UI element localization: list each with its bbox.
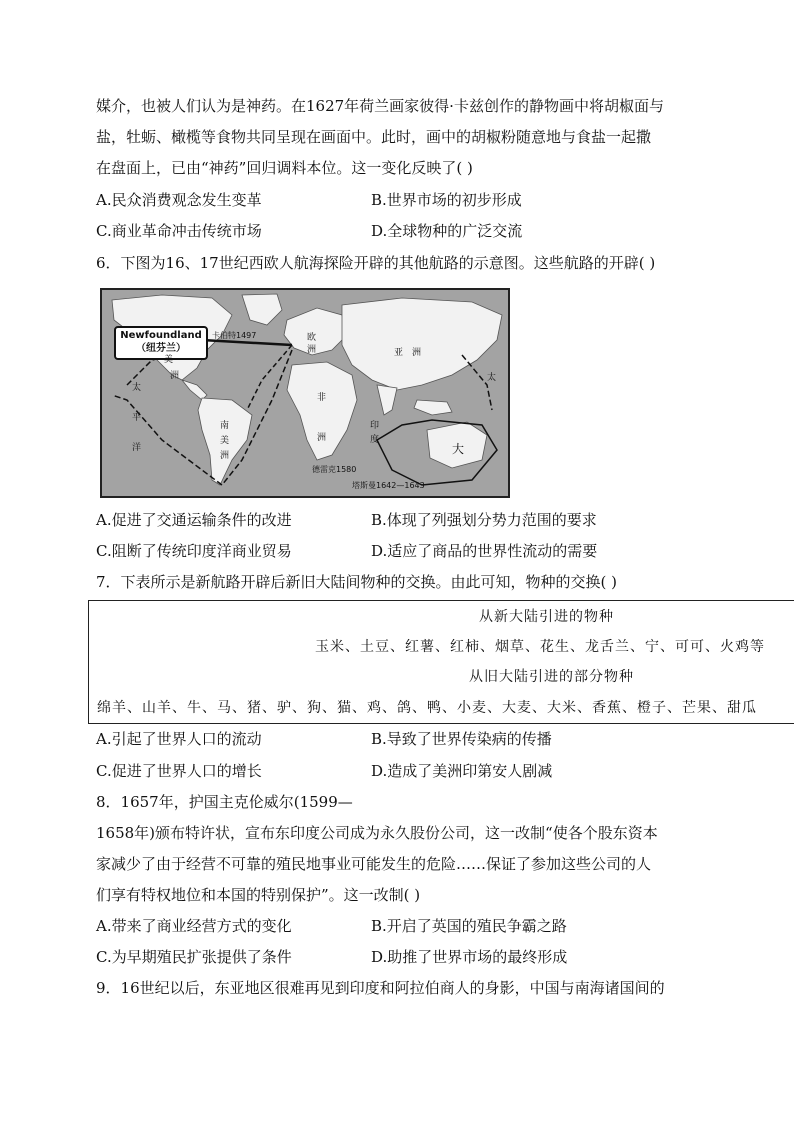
table-header-new-world: 从新大陆引进的物种 [479,609,614,625]
q8-text-line-4: 们享有特权地位和本国的特别保护”。这一改制( ) [96,886,421,904]
label-route-1497: 卡伯特1497 [212,331,257,340]
q5-option-a[interactable]: A.民众消费观念发生变革 [96,191,262,209]
q5-option-b[interactable]: B.世界市场的初步形成 [371,191,522,209]
label-north-america-1: 美 [164,355,174,365]
q8-option-b[interactable]: B.开启了英国的殖民争霸之路 [371,917,567,935]
label-pacific-left-2: 平 [132,413,142,423]
label-pacific-right: 太 [487,373,497,383]
q5-text-line-2: 盐，牡蛎、橄榄等食物共同呈现在画面中。此时，画中的胡椒粉随意地与食盐一起撒 [96,128,652,146]
label-route-1580: 德雷克1580 [312,465,357,474]
world-map-graphic [102,290,508,496]
q8-option-c[interactable]: C.为早期殖民扩张提供了条件 [96,948,292,966]
q6-stem: 6．下图为16、17世纪西欧人航海探险开辟的其他航路的示意图。这些航路的开辟( ) [96,254,656,272]
label-south-america-2: 美 [220,436,230,446]
q7-option-c[interactable]: C.促进了世界人口的增长 [96,762,262,780]
q7-option-b[interactable]: B.导致了世界传染病的传播 [371,730,552,748]
q6-option-a[interactable]: A.促进了交通运输条件的改进 [96,511,292,529]
label-south-america-1: 南 [220,421,230,431]
label-africa-2: 洲 [317,433,327,443]
label-pacific-left-3: 洋 [132,443,142,453]
q7-option-d[interactable]: D.造成了美洲印第安人剧减 [371,762,553,780]
q6-option-b[interactable]: B.体现了列强划分势力范围的要求 [371,511,597,529]
label-pacific-left-1: 太 [132,383,142,393]
label-asia-1: 亚 [394,348,404,358]
label-oceania: 大 [452,442,465,456]
q8-text-line-3: 家减少了由于经营不可靠的殖民地事业可能发生的危险……保证了参加这些公司的人 [96,855,652,873]
newfoundland-cn: （纽芬兰） [136,343,186,354]
q7-stem: 7．下表所示是新航路开辟后新旧大陆间物种的交换。由此可知，物种的交换( ) [96,573,618,591]
label-route-1642: 塔斯曼1642—1643 [352,481,425,490]
label-south-america-3: 洲 [220,451,230,461]
species-exchange-table [88,600,794,724]
newfoundland-label [114,326,208,360]
label-indian-ocean-2: 度 [370,435,380,445]
q5-option-d[interactable]: D.全球物种的广泛交流 [371,222,523,240]
label-north-america-2: 洲 [170,371,180,381]
label-asia-2: 洲 [412,348,422,358]
q6-option-c[interactable]: C.阻断了传统印度洋商业贸易 [96,542,292,560]
q9-stem: 9．16世纪以后，东亚地区很难再见到印度和阿拉伯商人的身影，中国与南海诸国间的 [96,979,665,997]
q8-text-line-1: 8．1657年，护国主克伦威尔(1599— [96,793,353,811]
table-row-old-world: 绵羊、山羊、牛、马、猪、驴、狗、猫、鸡、鸽、鸭、小麦、大麦、大米、香蕉、橙子、芒果、甜瓜 [97,700,757,716]
label-europe-2: 洲 [307,345,317,355]
table-header-old-world: 从旧大陆引进的部分物种 [469,669,634,685]
q8-option-d[interactable]: D.助推了世界市场的最终形成 [371,948,568,966]
q5-option-c[interactable]: C.商业革命冲击传统市场 [96,222,262,240]
label-africa-1: 非 [317,393,327,403]
voyage-route-map [100,288,510,498]
q5-text-line-3: 在盘面上，已由“神药”回归调料本位。这一变化反映了( ) [96,159,473,177]
table-row-new-world: 玉米、土豆、红薯、红柿、烟草、花生、龙舌兰、宁、可可、火鸡等 [315,639,765,655]
q8-option-a[interactable]: A.带来了商业经营方式的变化 [96,917,292,935]
q7-option-a[interactable]: A.引起了世界人口的流动 [96,730,262,748]
newfoundland-en: Newfoundland [120,330,202,341]
q5-text-line-1: 媒介，也被人们认为是神药。在1627年荷兰画家彼得·卡兹创作的静物画中将胡椒面与 [96,97,664,115]
q6-option-d[interactable]: D.适应了商品的世界性流动的需要 [371,542,598,560]
label-indian-ocean-1: 印 [370,421,380,431]
q8-text-line-2: 1658年)颁布特许状，宣布东印度公司成为永久股份公司，这一改制“使各个股东资本 [96,824,658,842]
label-europe-1: 欧 [307,333,317,343]
